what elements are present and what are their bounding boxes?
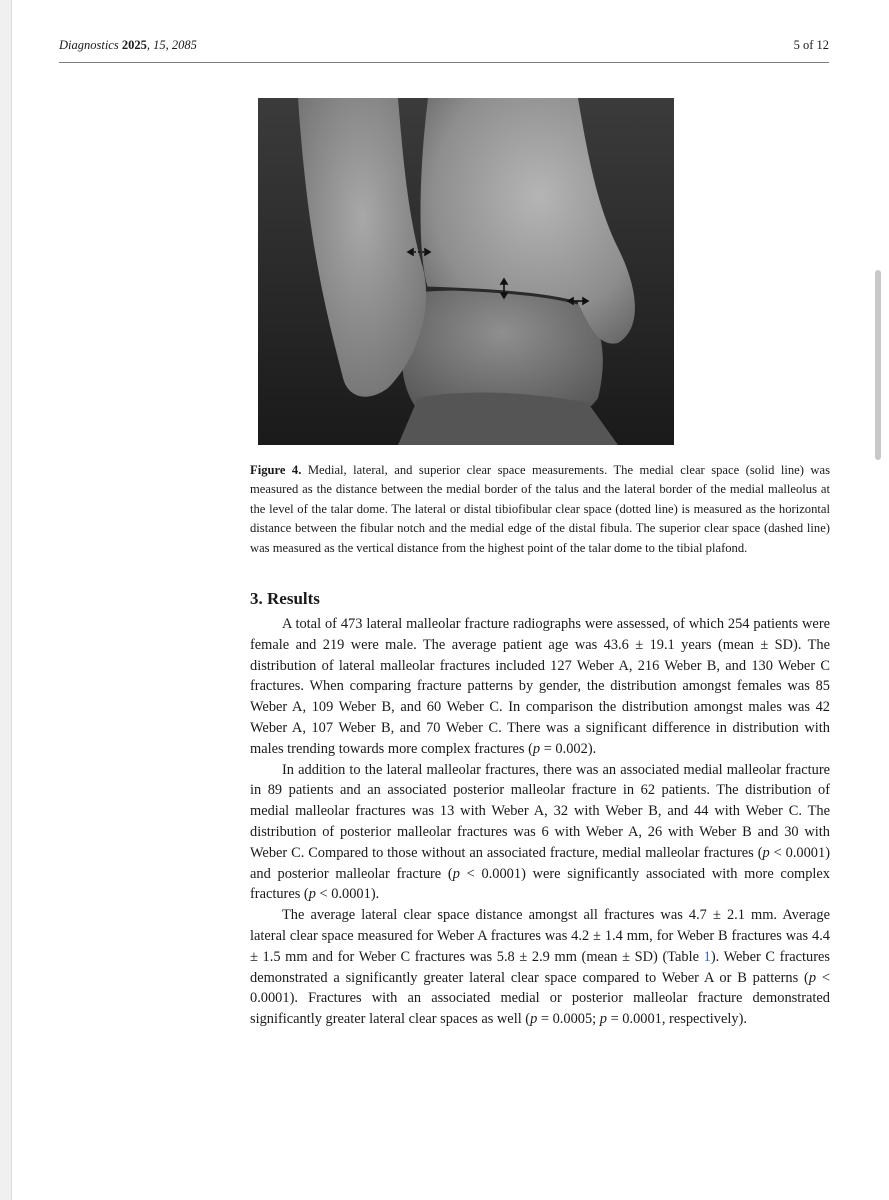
- figure-label: Figure 4.: [250, 463, 302, 477]
- p1-text: A total of 473 lateral malleolar fracture radiographs were assessed, of which 254 patients were female and 219 were male. The average patient age was 43.6 ± 19.1 years (mean ± SD). The distribution of lateral malleolar fractures included 127 Weber A, 216 Weber B, and 130 Weber C fractures. When comparing fracture patterns by gender, the distribution amongst females was 85 Weber A, 109 Weber B, and 60 Weber C. In comparison the distribution amongst males was 42 Weber A, 107 Weber B, and 70 Weber C. There was a significant difference in distribution with males trending towards more complex fractures (: [250, 616, 830, 757]
- p3-text-b: ). Weber C fractures demonstrated a significantly greater lateral clear space compared to Weber A or B patterns (: [250, 948, 830, 986]
- results-paragraph-3: [250, 905, 830, 1030]
- results-paragraph-2: [250, 760, 830, 906]
- p-value-symbol: p: [762, 844, 770, 861]
- results-body: [250, 614, 830, 1030]
- journal-year: 2025: [121, 38, 147, 52]
- table-reference-link[interactable]: 1: [703, 948, 711, 965]
- p3-text-e: = 0.0001, respectively).: [606, 1011, 747, 1028]
- p-value-symbol: p: [308, 886, 316, 903]
- journal-citation: Diagnostics 2025, 15, 2085: [59, 38, 197, 52]
- page-number: 5 of 12: [793, 38, 829, 52]
- p-value-symbol: p: [599, 1011, 607, 1028]
- journal-volume: 15: [153, 38, 166, 52]
- vertical-scrollbar[interactable]: [875, 270, 881, 460]
- p2-text-c: < 0.0001) were significantly associated with more complex fractures (: [250, 865, 830, 903]
- p-value-symbol: p: [532, 740, 541, 757]
- results-paragraph-1: [250, 614, 830, 760]
- left-page-edge: [0, 0, 12, 1200]
- figure-caption: [250, 461, 830, 558]
- section-heading: 3. Results: [250, 589, 320, 608]
- p2-text-b: < 0.0001) and posterior malleolar fracture (: [250, 844, 830, 882]
- p3-text-d: = 0.0005;: [537, 1011, 600, 1028]
- article-number: 2085: [171, 38, 197, 52]
- p-value-symbol: p: [530, 1011, 538, 1028]
- p3-text-a: The average lateral clear space distance amongst all fractures was 4.7 ± 2.1 mm. Average lateral clear space measured for Weber A fractures was 4.2 ± 1.4 mm, for Weber B fractures was 4.4 ± 1.5 mm and for Weber C fractures was 5.8 ± 2.9 mm (mean ± SD) (Table: [250, 907, 830, 965]
- page-header: [59, 38, 829, 60]
- figure-caption-text: Medial, lateral, and superior clear space measurements. The medial clear space (solid line) was measured as the distance between the medial border of the talus and the lateral border of the medial malleolus at the level of the talar dome. The lateral or distal tibiofibular clear space (dotted line) is measured as the horizontal distance between the fibular notch and the medial edge of the distal fibula. The superior clear space (dashed line) was measured as the vertical distance from the highest point of the talar dome to the tibial plafond.: [250, 463, 830, 555]
- p3-text-c: < 0.0001). Fractures with an associated medial or posterior malleolar fracture demonstrated significantly greater lateral clear spaces as well (: [250, 969, 830, 1028]
- p-value-symbol: p: [808, 969, 817, 986]
- p1-end: = 0.002).: [540, 740, 597, 757]
- xray-figure-image: [258, 98, 674, 445]
- header-rule: [59, 62, 829, 63]
- p2-text-d: < 0.0001).: [315, 886, 380, 903]
- p-value-symbol: p: [452, 865, 460, 882]
- journal-name: Diagnostics: [59, 38, 119, 52]
- p2-text-a: In addition to the lateral malleolar fractures, there was an associated medial malleolar fracture in 89 patients and an associated posterior malleolar fracture in 62 patients. The distribution of medial malleolar fractures was 13 with Weber A, 32 with Weber B, and 44 with Weber C. The distribution of posterior malleolar fractures was 6 with Weber A, 26 with Weber B and 30 with Weber C. Compared to those without an associated fracture, medial malleolar fractures (: [250, 761, 830, 861]
